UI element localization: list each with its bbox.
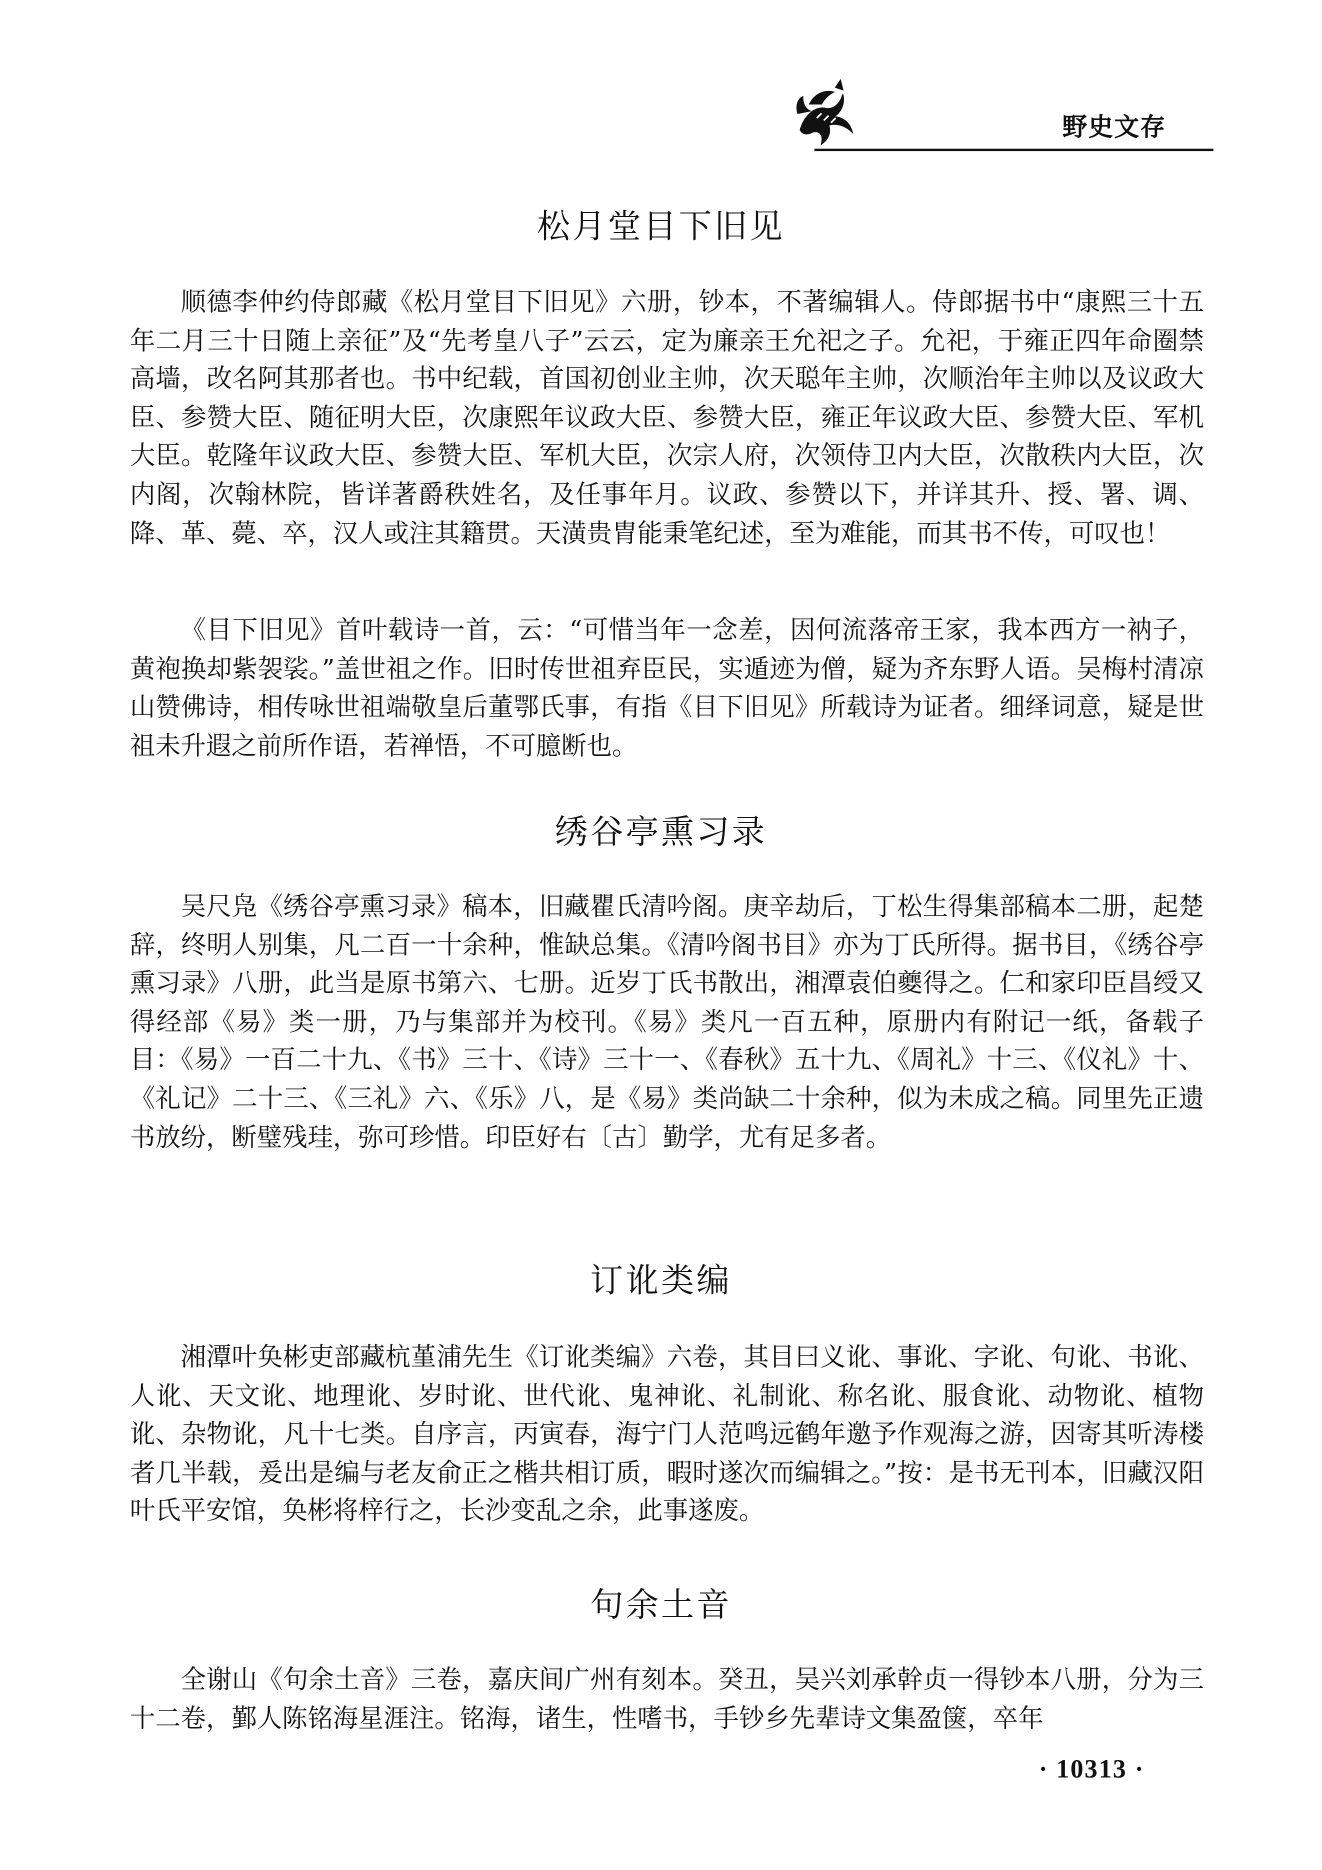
section-title: 句余土音 [590, 1585, 732, 1625]
section-title: 订讹类编 [590, 1260, 732, 1300]
paragraph: 《目下旧见》首叶载诗一首，云：“可惜当年一念差，因何流落帝王家，我本西方一衲子，黄袍换却紫袈裟。”盖世祖之作。旧时传世祖弃臣民，实遁迹为僧，疑为齐东野人语。吴梅村清凉山赞佛诗，相传咏世祖端敬皇后董鄂氏事，有指《目下旧见》所载诗为证者。细绎词意，疑是世祖未升遐之前所作语，若禅悟，不可臆断也。 [129, 616, 1204, 762]
dragon-emblem-icon [788, 78, 861, 151]
paragraph: 全谢山《句余土音》三卷，嘉庆间广州有刻本。癸丑，吴兴刘承幹贞一得钞本八册，分为三十二卷，鄞人陈铭海星涯注。铭海，诸生，性嗜书，手钞乡先辈诗文集盈箧，卒年 [129, 1665, 1204, 1734]
section-title: 松月堂目下旧见 [537, 206, 785, 246]
book-series-title: 野史文存 [1062, 113, 1167, 142]
section-title: 绣谷亭熏习录 [554, 812, 768, 852]
paragraph: 顺德李仲约侍郎藏《松月堂目下旧见》六册，钞本，不著编辑人。侍郎据书中“康熙三十五年二月三十日随上亲征”及“先考皇八子”云云，定为廉亲王允祀之子。允祀，于雍正四年命圈禁高墙，改名阿其那者也。书中纪载，首国初创业主帅，次天聪年主帅，次顺治年主帅以及议政大臣、参赞大臣、随征明大臣，次康熙年议政大臣、参赞大臣，雍正年议政大臣、参赞大臣、军机大臣。乾隆年议政大臣、参赞大臣、军机大臣，次宗人府，次领侍卫内大臣，次散秩内大臣，次内阁，次翰林院，皆详著爵秩姓名，及任事年月。议政、参赞以下，并详其升、授、署、调、降、革、薨、卒，汉人或注其籍贯。天潢贵胄能秉笔纪述，至为难能，而其书不传，可叹也！ [129, 288, 1204, 549]
header-rule [814, 149, 1213, 151]
paragraph: 湘潭叶奂彬吏部藏杭堇浦先生《订讹类编》六卷，其目曰义讹、事讹、字讹、句讹、书讹、人讹、天文讹、地理讹、岁时讹、世代讹、鬼神讹、礼制讹、称名讹、服食讹、动物讹、植物讹、杂物讹，凡十七类。自序言，丙寅春，海宁门人范鸣远鹤年邀予作观海之游，因寄其听涛楼者几半载，爰出是编与老友俞正之楷共相订质，暇时遂次而编辑之。”按：是书无刊本，旧藏汉阳叶氏平安馆，奂彬将梓行之，长沙变乱之余，此事遂废。 [129, 1343, 1204, 1527]
paragraph: 吴尺凫《绣谷亭熏习录》稿本，旧藏瞿氏清吟阁。庚辛劫后，丁松生得集部稿本二册，起楚辞，终明人别集，凡二百一十余种，惟缺总集。《清吟阁书目》亦为丁氏所得。据书目，《绣谷亭熏习录》八册，此当是原书第六、七册。近岁丁氏书散出，湘潭袁伯夔得之。仁和家印臣昌绶又得经部《易》类一册，乃与集部并为校刊。《易》类凡一百五种，原册内有附记一纸，备载子目：《易》一百二十九、《书》三十、《诗》三十一、《春秋》五十九、《周礼》十三、《仪礼》十、《礼记》二十三、《三礼》六、《乐》八，是《易》类尚缺二十余种，似为未成之稿。同里先正遗书放纷，断璧残珪，弥可珍惜。印臣好右〔古〕勤学，尤有足多者。 [129, 892, 1204, 1153]
page-number: · 10313 · [1038, 1754, 1145, 1784]
